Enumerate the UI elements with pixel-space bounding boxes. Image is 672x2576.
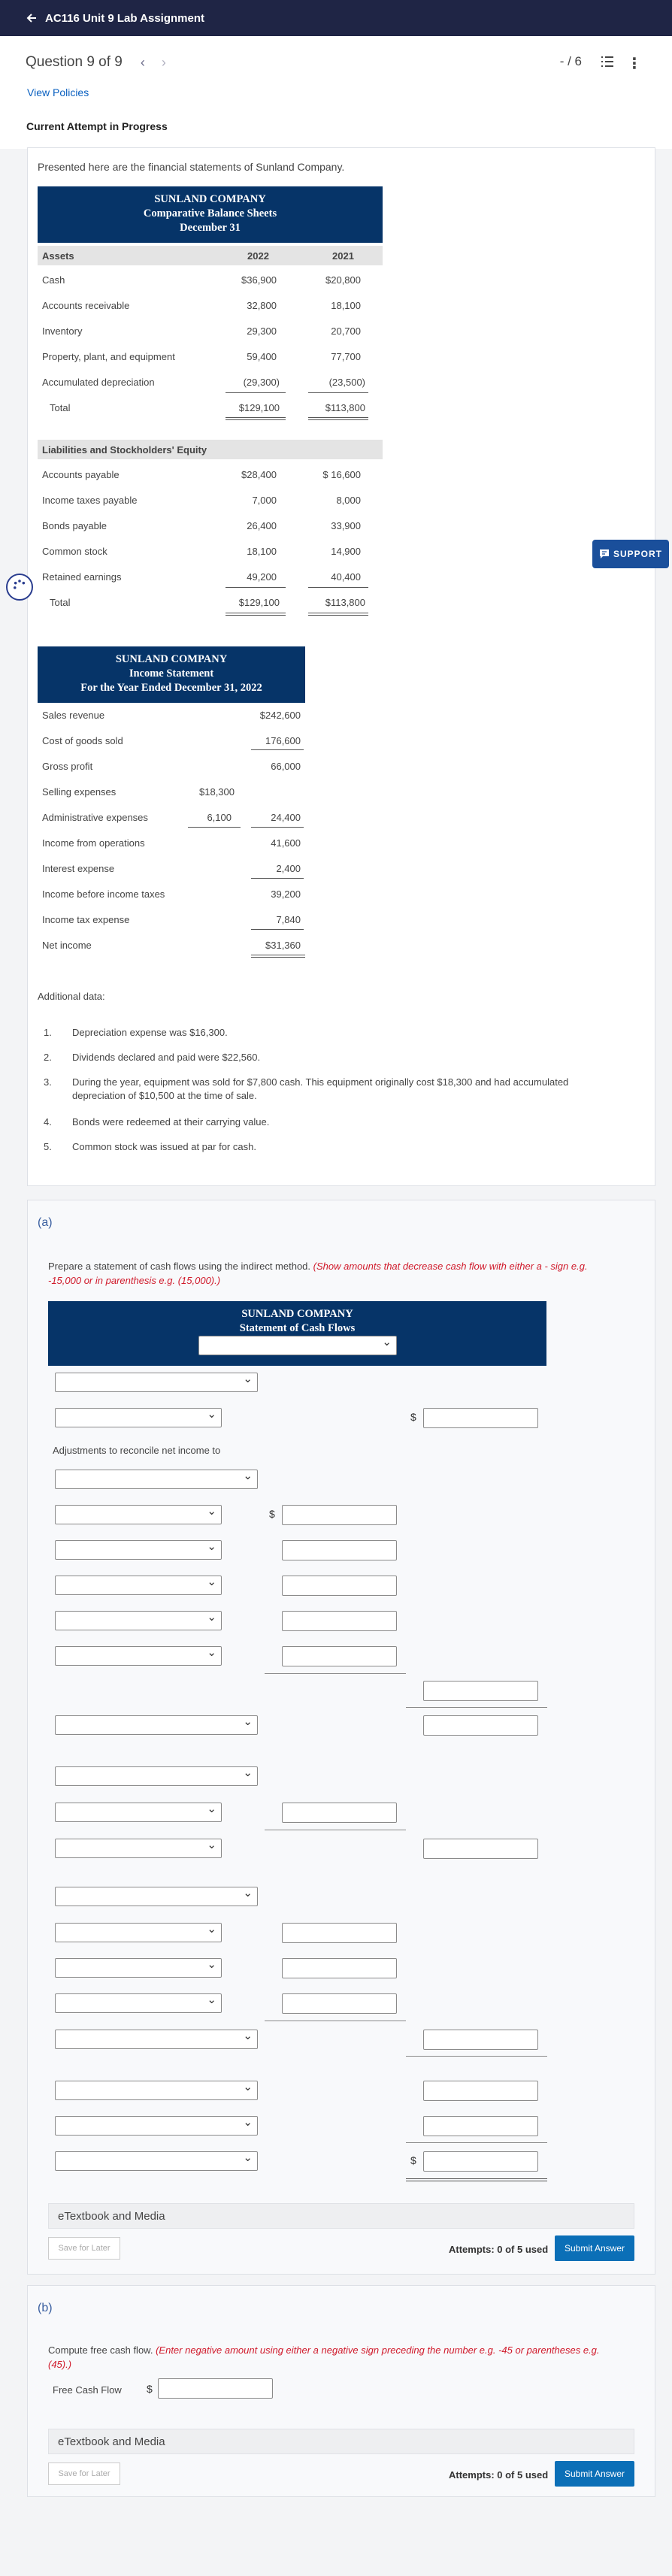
- liabilities-header: [38, 440, 383, 459]
- liab-total-2022: $129,100: [238, 597, 280, 608]
- is-label: Administrative expenses: [42, 812, 148, 823]
- liability-label: Income taxes payable: [42, 495, 138, 506]
- col-2021: 2021: [332, 250, 354, 262]
- liab-total-2021: $113,800: [325, 597, 365, 608]
- is-label: Income from operations: [42, 837, 145, 849]
- attempts-used: Attempts: 0 of 5 used: [449, 2469, 549, 2481]
- part-a-letter: (a): [38, 1216, 53, 1229]
- cf-select[interactable]: [55, 1505, 222, 1524]
- top-bar: [0, 0, 672, 36]
- chat-icon: [599, 549, 610, 559]
- etextbook-media-a[interactable]: eTextbook and Media: [48, 2203, 634, 2229]
- double-underline: [226, 613, 286, 616]
- cf-amount-input[interactable]: [282, 1993, 397, 2014]
- save-for-later-button[interactable]: Save for Later: [48, 2237, 120, 2260]
- asset-2021: (23,500): [328, 377, 365, 388]
- is-amount: $31,360: [265, 940, 301, 951]
- part-a-instruction-text: Prepare a statement of cash flows using the indirect method.: [48, 1261, 311, 1272]
- double-underline: [251, 955, 305, 958]
- asset-label: Accounts receivable: [42, 300, 130, 311]
- cf-amount-input[interactable]: [423, 2030, 538, 2050]
- income-statement-header: [38, 646, 305, 703]
- underline: [226, 392, 286, 393]
- assets-header: [38, 246, 383, 265]
- asset-2021: 20,700: [331, 325, 361, 337]
- is-inner-amount: $18,300: [199, 786, 235, 798]
- part-a-instruction-red: (Show amounts that decrease cash flow with either a - sign e.g. -15,000 or in parenthesis e.g. (15,000).): [48, 1261, 588, 1286]
- cf-select[interactable]: [55, 1611, 222, 1630]
- asset-label: Cash: [42, 274, 65, 286]
- bs-date: December 31: [180, 222, 241, 234]
- cf-select[interactable]: [55, 1839, 222, 1858]
- cf-amount-input[interactable]: [282, 1540, 397, 1560]
- free-cash-flow-label: Free Cash Flow: [53, 2384, 122, 2396]
- asset-2022: 32,800: [247, 300, 277, 311]
- liability-label: Accounts payable: [42, 469, 120, 480]
- cf-amount-input[interactable]: [282, 1576, 397, 1596]
- liability-2021: 14,900: [331, 546, 361, 557]
- is-amount: 7,840: [276, 914, 301, 925]
- palette-icon: [8, 575, 32, 599]
- cf-amount-input[interactable]: [423, 1681, 538, 1701]
- assets-label: Assets: [42, 250, 74, 262]
- is-amount: 39,200: [271, 888, 301, 900]
- cf-select[interactable]: [55, 2151, 258, 2171]
- assets-total-2021: $113,800: [325, 402, 365, 413]
- part-b-instruction: [48, 2343, 619, 2372]
- underline: [251, 827, 304, 828]
- balance-sheet-header: [38, 186, 383, 243]
- dollar-sign: $: [410, 2154, 416, 2166]
- cf-amount-input[interactable]: [423, 2151, 538, 2172]
- next-question-icon[interactable]: ›: [161, 54, 166, 70]
- is-amount: 2,400: [276, 863, 301, 874]
- question-bar: [0, 36, 672, 89]
- question-counter: Question 9 of 9: [26, 54, 123, 70]
- cf-amount-input[interactable]: [282, 1646, 397, 1666]
- liability-2021: 40,400: [331, 571, 361, 583]
- cf-select[interactable]: [55, 1923, 222, 1942]
- question-list-icon[interactable]: [600, 54, 615, 69]
- cf-amount-input[interactable]: [282, 1505, 397, 1525]
- is-label: Selling expenses: [42, 786, 117, 798]
- is-label: Cost of goods sold: [42, 735, 123, 746]
- cf-select[interactable]: [55, 1766, 258, 1786]
- item-text: During the year, equipment was sold for $7,800 cash. This equipment originally cost $18,300 and had accumulated: [72, 1076, 569, 1088]
- cf-select[interactable]: [55, 1646, 222, 1666]
- is-label: Net income: [42, 940, 92, 951]
- accessibility-icon[interactable]: [6, 574, 33, 601]
- is-amount: 24,400: [271, 812, 301, 823]
- adjustments-label: Adjustments to reconcile net income to: [53, 1445, 221, 1456]
- asset-2022: 29,300: [247, 325, 277, 337]
- assignment-title: AC116 Unit 9 Lab Assignment: [45, 11, 204, 25]
- submit-answer-button[interactable]: Submit Answer: [555, 2461, 634, 2487]
- total-line: [265, 1673, 406, 1674]
- item-number: 3.: [44, 1076, 52, 1088]
- bs-title: Comparative Balance Sheets: [143, 207, 277, 219]
- question-intro: Presented here are the financial statements of Sunland Company.: [38, 161, 345, 173]
- cf-amount-input[interactable]: [423, 2081, 538, 2101]
- underline: [188, 827, 241, 828]
- liability-label: Bonds payable: [42, 520, 107, 531]
- asset-2022: 59,400: [247, 351, 277, 362]
- is-amount: 41,600: [271, 837, 301, 849]
- support-button[interactable]: [592, 540, 669, 568]
- is-label: Interest expense: [42, 863, 115, 874]
- item-number: 2.: [44, 1052, 52, 1063]
- cf-select[interactable]: [55, 1408, 222, 1427]
- liability-2022: 26,400: [247, 520, 277, 531]
- cf-select[interactable]: [55, 1715, 258, 1735]
- underline: [251, 929, 304, 930]
- cf-select[interactable]: [55, 1887, 258, 1906]
- underline: [308, 587, 368, 588]
- dollar-sign: $: [147, 2383, 153, 2395]
- dollar-sign: $: [410, 1411, 416, 1423]
- part-b-instruction-text: Compute free cash flow.: [48, 2344, 153, 2356]
- cf-amount-input[interactable]: [282, 1803, 397, 1823]
- cf-amount-input[interactable]: [282, 1923, 397, 1943]
- asset-2022: (29,300): [243, 377, 280, 388]
- back-arrow-icon[interactable]: [26, 12, 38, 24]
- item-number: 5.: [44, 1141, 52, 1152]
- attempts-used: Attempts: 0 of 5 used: [449, 2244, 549, 2255]
- cf-select[interactable]: [55, 1373, 258, 1392]
- cf-select[interactable]: [55, 1576, 222, 1595]
- cf-amount-input[interactable]: [423, 2116, 538, 2136]
- item-text: Depreciation expense was $16,300.: [72, 1027, 228, 1038]
- double-underline: [308, 417, 368, 420]
- double-underline: [226, 417, 286, 420]
- policy-area: [0, 89, 672, 149]
- item-number: 1.: [44, 1027, 52, 1038]
- asset-2021: 77,700: [331, 351, 361, 362]
- cash-flow-header: [48, 1301, 546, 1366]
- item-number: 4.: [44, 1116, 52, 1128]
- cf-select[interactable]: [55, 1958, 222, 1978]
- asset-label: Property, plant, and equipment: [42, 351, 175, 362]
- asset-2021: 18,100: [331, 300, 361, 311]
- prev-question-icon[interactable]: ‹: [140, 54, 145, 70]
- cf-amount-input[interactable]: [282, 1611, 397, 1631]
- liability-2021: 33,900: [331, 520, 361, 531]
- total-line: [406, 1707, 547, 1708]
- is-label: Sales revenue: [42, 710, 105, 721]
- bs-company: SUNLAND COMPANY: [154, 193, 266, 205]
- is-period: For the Year Ended December 31, 2022: [80, 682, 262, 694]
- is-title: Income Statement: [129, 667, 214, 680]
- cf-select[interactable]: [55, 1803, 222, 1822]
- dollar-sign: $: [269, 1508, 275, 1520]
- attempt-status: Current Attempt in Progress: [26, 120, 168, 132]
- liability-2022: 49,200: [247, 571, 277, 583]
- asset-2022: $36,900: [241, 274, 277, 286]
- liability-label: Common stock: [42, 546, 107, 557]
- is-label: Gross profit: [42, 761, 93, 772]
- liabilities-label: Liabilities and Stockholders' Equity: [42, 444, 207, 456]
- asset-label: Accumulated depreciation: [42, 377, 155, 388]
- cf-amount-input[interactable]: [423, 1715, 538, 1736]
- double-underline: [406, 2178, 547, 2181]
- liability-2022: 18,100: [247, 546, 277, 557]
- is-label: Income tax expense: [42, 914, 130, 925]
- view-policies-link[interactable]: View Policies: [27, 86, 89, 98]
- cf-company: SUNLAND COMPANY: [241, 1308, 353, 1320]
- submit-answer-button[interactable]: Submit Answer: [555, 2235, 634, 2261]
- cf-title: Statement of Cash Flows: [239, 1322, 356, 1334]
- underline: [251, 878, 304, 879]
- cf-select[interactable]: [55, 1470, 258, 1489]
- is-amount: 66,000: [271, 761, 301, 772]
- asset-label: Inventory: [42, 325, 83, 337]
- is-company: SUNLAND COMPANY: [115, 653, 228, 665]
- free-cash-flow-input[interactable]: [158, 2378, 273, 2399]
- assets-total-2022: $129,100: [238, 402, 280, 413]
- cf-period-select[interactable]: [198, 1336, 397, 1355]
- cf-select[interactable]: [55, 1993, 222, 2013]
- underline: [226, 587, 286, 588]
- is-amount: 176,600: [265, 735, 301, 746]
- cf-select[interactable]: [55, 1540, 222, 1560]
- double-underline: [308, 613, 368, 616]
- item-text-cont: depreciation of $10,500 at the time of sale.: [72, 1090, 257, 1101]
- liab-total-label: Total: [50, 597, 71, 608]
- cf-amount-input[interactable]: [282, 1958, 397, 1978]
- etextbook-media-b[interactable]: eTextbook and Media: [48, 2429, 634, 2454]
- part-b-instruction-red: (Enter negative amount using either a negative sign preceding the number e.g. -45 or parentheses e.g. (45).): [48, 2344, 600, 2370]
- part-b-letter: (b): [38, 2302, 53, 2314]
- col-2022: 2022: [247, 250, 269, 262]
- more-options-icon[interactable]: ⋮: [627, 56, 642, 72]
- underline: [251, 749, 304, 750]
- total-line: [406, 2142, 547, 2143]
- cf-select[interactable]: [55, 2081, 258, 2100]
- item-text: Bonds were redeemed at their carrying value.: [72, 1116, 270, 1128]
- part-a-instruction: [48, 1259, 619, 1288]
- is-amount: $242,600: [259, 710, 301, 721]
- is-label: Income before income taxes: [42, 888, 165, 900]
- assets-total-label: Total: [50, 402, 71, 413]
- score: - / 6: [559, 54, 582, 68]
- item-text: Dividends declared and paid were $22,560.: [72, 1052, 261, 1063]
- liability-2022: 7,000: [252, 495, 277, 506]
- cf-select[interactable]: [55, 2030, 258, 2049]
- liability-2021: $ 16,600: [322, 469, 361, 480]
- is-inner-amount: 6,100: [207, 812, 232, 823]
- underline: [308, 392, 368, 393]
- asset-2021: $20,800: [325, 274, 361, 286]
- item-text: Common stock was issued at par for cash.: [72, 1141, 256, 1152]
- cf-amount-input[interactable]: [423, 1408, 538, 1428]
- liability-label: Retained earnings: [42, 571, 122, 583]
- liability-2021: 8,000: [336, 495, 361, 506]
- cf-amount-input[interactable]: [423, 1839, 538, 1859]
- support-label: SUPPORT: [613, 549, 662, 559]
- additional-title: Additional data:: [38, 991, 105, 1002]
- total-line: [406, 2056, 547, 2057]
- cf-select[interactable]: [55, 2116, 258, 2136]
- save-for-later-button[interactable]: Save for Later: [48, 2462, 120, 2485]
- liability-2022: $28,400: [241, 469, 277, 480]
